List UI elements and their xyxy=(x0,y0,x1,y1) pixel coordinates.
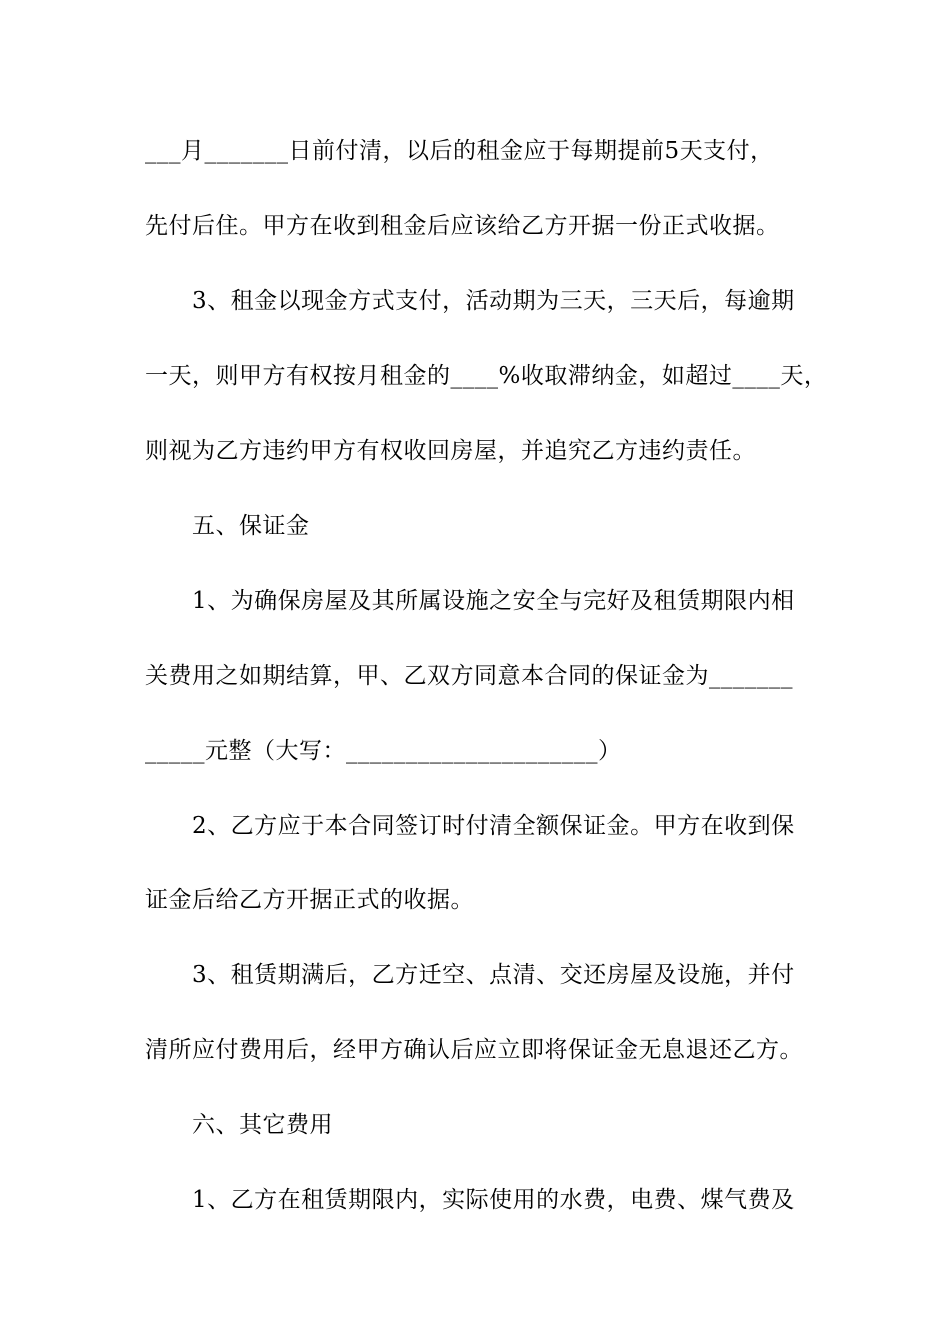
text-line-8: 关费用之如期结算，甲、乙双方同意本合同的保证金为_______ xyxy=(145,663,793,689)
text-line-12: 3、租赁期满后，乙方迁空、点清、交还房屋及设施，并付 xyxy=(192,962,795,988)
text-line-15: 1、乙方在租赁期限内，实际使用的水费，电费、煤气费及 xyxy=(192,1187,795,1213)
text-line-7: 1、为确保房屋及其所属设施之安全与完好及租赁期限内相 xyxy=(192,588,795,614)
text-line-10: 2、乙方应于本合同签订时付清全额保证金。甲方在收到保 xyxy=(192,813,795,839)
section-heading-deposit: 五、保证金 xyxy=(192,513,310,539)
text-line-9: _____元整（大写：_____________________） xyxy=(145,738,622,764)
text-line-1: ___月_______日前付清，以后的租金应于每期提前5天支付， xyxy=(145,138,774,164)
text-line-3: 3、租金以现金方式支付，活动期为三天，三天后，每逾期 xyxy=(192,288,795,314)
text-line-5: 则视为乙方违约甲方有权收回房屋，并追究乙方违约责任。 xyxy=(145,438,756,464)
text-line-2: 先付后住。甲方在收到租金后应该给乙方开据一份正式收据。 xyxy=(145,213,780,239)
text-line-11: 证金后给乙方开据正式的收据。 xyxy=(145,887,474,913)
text-line-13: 清所应付费用后，经甲方确认后应立即将保证金无息退还乙方。 xyxy=(145,1037,803,1063)
section-heading-other-fees: 六、其它费用 xyxy=(192,1112,333,1138)
text-line-4: 一天，则甲方有权按月租金的____%收取滞纳金，如超过____天， xyxy=(145,363,828,389)
